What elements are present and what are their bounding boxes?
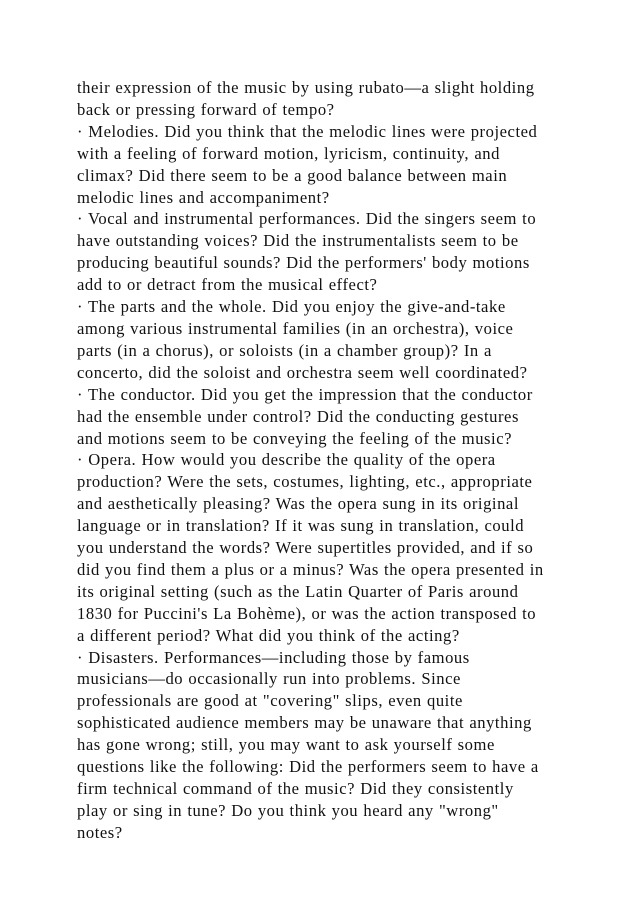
text-line: a different period? What did you think of the acting? xyxy=(77,625,460,645)
text-line: had the ensemble under control? Did the conducting gestures xyxy=(77,406,519,426)
text-line: you understand the words? Were supertitles provided, and if so xyxy=(77,538,534,558)
text-line: questions like the following: Did the performers seem to have a xyxy=(77,757,539,777)
text-line: its original setting (such as the Latin Quarter of Paris around xyxy=(77,581,519,601)
text-line: melodic lines and accompaniment? xyxy=(77,187,330,207)
bullet-melodies: · Melodies. Did you think that the melodic lines were projected xyxy=(77,121,538,141)
text-line: parts (in a chorus), or soloists (in a chamber group)? In a xyxy=(77,340,492,360)
text-line: musicians—do occasionally run into problems. Since xyxy=(77,669,461,689)
body-text xyxy=(77,77,577,844)
text-line: and aesthetically pleasing? Was the opera sung in its original xyxy=(77,494,520,514)
bullet-conductor: · The conductor. Did you get the impression that the conductor xyxy=(77,384,533,404)
text-line: sophisticated audience members may be unaware that anything xyxy=(77,713,532,733)
text-line: climax? Did there seem to be a good balance between main xyxy=(77,165,508,185)
text-line: among various instrumental families (in an orchestra), voice xyxy=(77,318,514,338)
text-line: notes? xyxy=(77,822,123,842)
text-line: add to or detract from the musical effect? xyxy=(77,275,378,295)
text-line: with a feeling of forward motion, lyricism, continuity, and xyxy=(77,143,500,163)
text-line: 1830 for Puccini's La Bohème), or was the action transposed to xyxy=(77,603,537,623)
text-line: producing beautiful sounds? Did the performers' body motions xyxy=(77,253,530,273)
bullet-parts-whole: · The parts and the whole. Did you enjoy the give-and-take xyxy=(77,297,506,317)
text-line: language or in translation? If it was sung in translation, could xyxy=(77,516,525,536)
text-line: their expression of the music by using rubato—a slight holding xyxy=(77,78,535,97)
text-line: back or pressing forward of tempo? xyxy=(77,99,335,119)
text-line: did you find them a plus or a minus? Was the opera presented in xyxy=(77,559,544,579)
text-line: and motions seem to be conveying the feeling of the music? xyxy=(77,428,513,448)
text-line: have outstanding voices? Did the instrumentalists seem to be xyxy=(77,231,519,251)
text-line: concerto, did the soloist and orchestra seem well coordinated? xyxy=(77,362,528,382)
bullet-disasters: · Disasters. Performances—including those by famous xyxy=(77,647,470,667)
text-line: play or sing in tune? Do you think you heard any "wrong" xyxy=(77,800,499,820)
bullet-opera: · Opera. How would you describe the quality of the opera xyxy=(77,450,496,470)
text-line: firm technical command of the music? Did they consistently xyxy=(77,779,514,798)
bullet-vocal-instrumental: · Vocal and instrumental performances. Did the singers seem to xyxy=(77,209,537,229)
text-line: has gone wrong; still, you may want to ask yourself some xyxy=(77,735,495,755)
text-line: production? Were the sets, costumes, lighting, etc., appropriate xyxy=(77,472,533,492)
text-line: professionals are good at "covering" slips, even quite xyxy=(77,691,463,711)
